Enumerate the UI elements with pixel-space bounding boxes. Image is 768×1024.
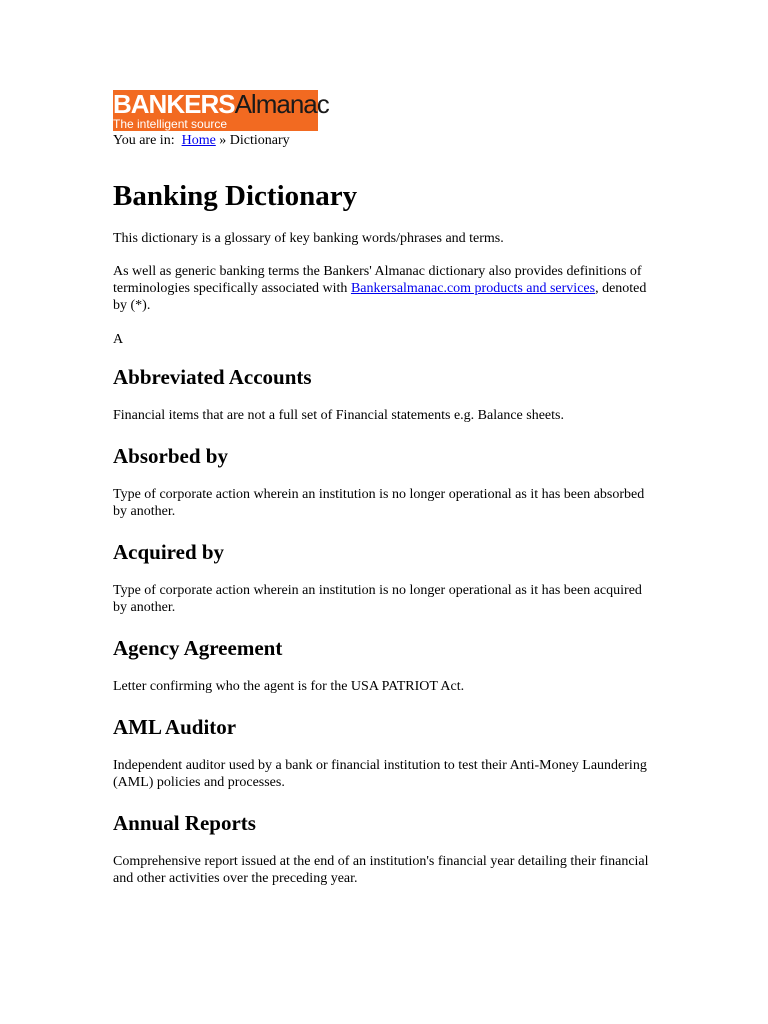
products-and-services-link[interactable]: Bankersalmanac.com products and services [350, 281, 596, 296]
breadcrumb-separator: » [219, 133, 227, 148]
logo-word-almanac: Almanac [234, 89, 329, 119]
logo-tagline: The intelligent source [113, 117, 228, 131]
entry-term: Agency Agreement [113, 636, 283, 660]
section-letter: A [113, 332, 124, 347]
dictionary-entry [113, 365, 653, 424]
entry-term: Acquired by [113, 540, 225, 564]
intro-paragraph-2 [113, 263, 653, 314]
dictionary-entry [113, 540, 653, 616]
entry-definition: Type of corporate action wherein an institution is no longer operational as it has been absorbed by another. [113, 487, 645, 519]
dictionary-entry [113, 444, 653, 520]
entry-definition: Letter confirming who the agent is for the USA PATRIOT Act. [113, 679, 465, 694]
bankers-almanac-logo[interactable] [113, 89, 329, 131]
entry-definition: Type of corporate action wherein an institution is no longer operational as it has been acquired by another. [113, 583, 642, 615]
intro-paragraph-1: This dictionary is a glossary of key banking words/phrases and terms. [113, 231, 504, 246]
entry-term: Absorbed by [113, 444, 228, 468]
entry-term: Abbreviated Accounts [113, 365, 312, 389]
dictionary-entry [113, 715, 653, 791]
intro-text-after-link: , denoted by (*). [113, 281, 647, 313]
entry-definition: Independent auditor used by a bank or financial institution to test their Anti-Money Laundering (AML) policies and processes. [113, 758, 647, 790]
dictionary-entry [113, 811, 653, 887]
entry-term: Annual Reports [113, 811, 256, 835]
entry-term: AML Auditor [113, 715, 237, 739]
logo-wordmark [113, 90, 329, 118]
logo-word-bankers: BANKERS [113, 89, 235, 119]
breadcrumb-home-link[interactable]: Home [181, 133, 216, 148]
entry-definition: Financial items that are not a full set of Financial statements e.g. Balance sheets. [113, 408, 564, 423]
breadcrumb [113, 132, 653, 149]
breadcrumb-prefix: You are in: [113, 133, 175, 148]
page-title: Banking Dictionary [113, 180, 358, 212]
breadcrumb-current: Dictionary [229, 133, 290, 148]
document-page [113, 90, 653, 887]
entry-definition: Comprehensive report issued at the end of an institution's financial year detailing their financial and other activities over the preceding year. [113, 854, 649, 886]
intro-text-before-link: As well as generic banking terms the Bankers' Almanac dictionary also provides definitions of terminologies specifically associated with [113, 264, 642, 296]
dictionary-entry [113, 636, 653, 695]
